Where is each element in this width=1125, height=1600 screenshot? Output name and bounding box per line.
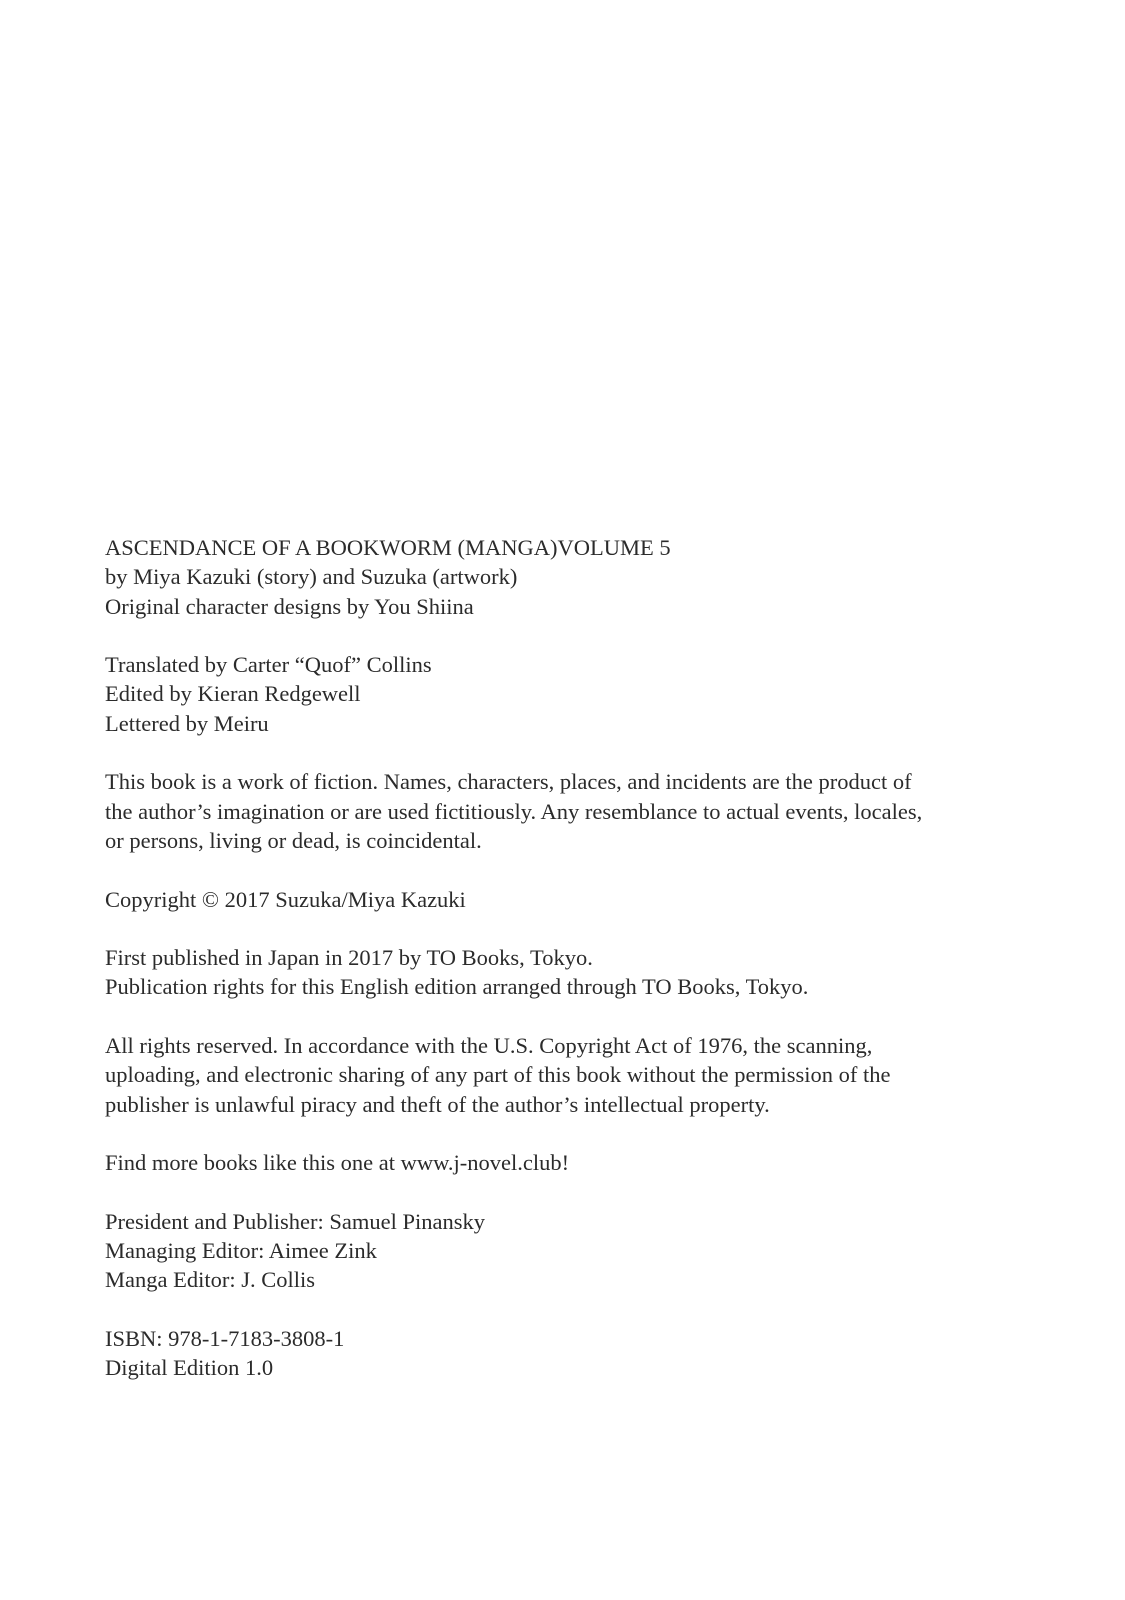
edition-section bbox=[105, 1324, 1065, 1383]
rights-notice bbox=[105, 1031, 1065, 1119]
more-books-line: Find more books like this one at www.j-novel.club! bbox=[105, 1150, 570, 1176]
book-title: ASCENDANCE OF A BOOKWORM (MANGA)VOLUME 5 bbox=[105, 535, 671, 560]
credits-section bbox=[105, 650, 1065, 738]
disclaimer-line: or persons, living or dead, is coincidental. bbox=[105, 827, 482, 853]
title-section bbox=[105, 533, 1065, 621]
managing-editor-line: Managing Editor: Aimee Zink bbox=[105, 1238, 377, 1264]
authors-line: by Miya Kazuki (story) and Suzuka (artwork) bbox=[105, 564, 518, 590]
rights-notice-line: uploading, and electronic sharing of any part of this book without the permission of the bbox=[105, 1062, 891, 1088]
translator-line: Translated by Carter “Quof” Collins bbox=[105, 652, 432, 678]
copyright-text-block bbox=[105, 533, 1065, 1383]
rights-notice-line: All rights reserved. In accordance with the U.S. Copyright Act of 1976, the scanning, bbox=[105, 1033, 873, 1059]
staff-section bbox=[105, 1207, 1065, 1295]
manga-editor-line: Manga Editor: J. Collis bbox=[105, 1267, 315, 1293]
character-designs-line: Original character designs by You Shiina bbox=[105, 593, 474, 619]
isbn-line: ISBN: 978-1-7183-3808-1 bbox=[105, 1326, 345, 1352]
publication-section bbox=[105, 943, 1065, 1002]
more-books-section bbox=[105, 1148, 1065, 1177]
copyright-section bbox=[105, 885, 1065, 914]
editor-line: Edited by Kieran Redgewell bbox=[105, 681, 361, 707]
letterer-line: Lettered by Meiru bbox=[105, 710, 269, 736]
digital-edition-line: Digital Edition 1.0 bbox=[105, 1355, 274, 1381]
disclaimer-line: This book is a work of fiction. Names, characters, places, and incidents are the product of bbox=[105, 769, 912, 795]
disclaimer-line: the author’s imagination or are used fictitiously. Any resemblance to actual events, locales, bbox=[105, 798, 923, 824]
publication-rights-line: Publication rights for this English edition arranged through TO Books, Tokyo. bbox=[105, 974, 809, 1000]
first-published-line: First published in Japan in 2017 by TO Books, Tokyo. bbox=[105, 945, 593, 971]
copyright-line: Copyright © 2017 Suzuka/Miya Kazuki bbox=[105, 886, 466, 912]
rights-notice-line: publisher is unlawful piracy and theft of the author’s intellectual property. bbox=[105, 1091, 770, 1117]
fiction-disclaimer bbox=[105, 767, 1065, 855]
president-line: President and Publisher: Samuel Pinansky bbox=[105, 1208, 485, 1234]
